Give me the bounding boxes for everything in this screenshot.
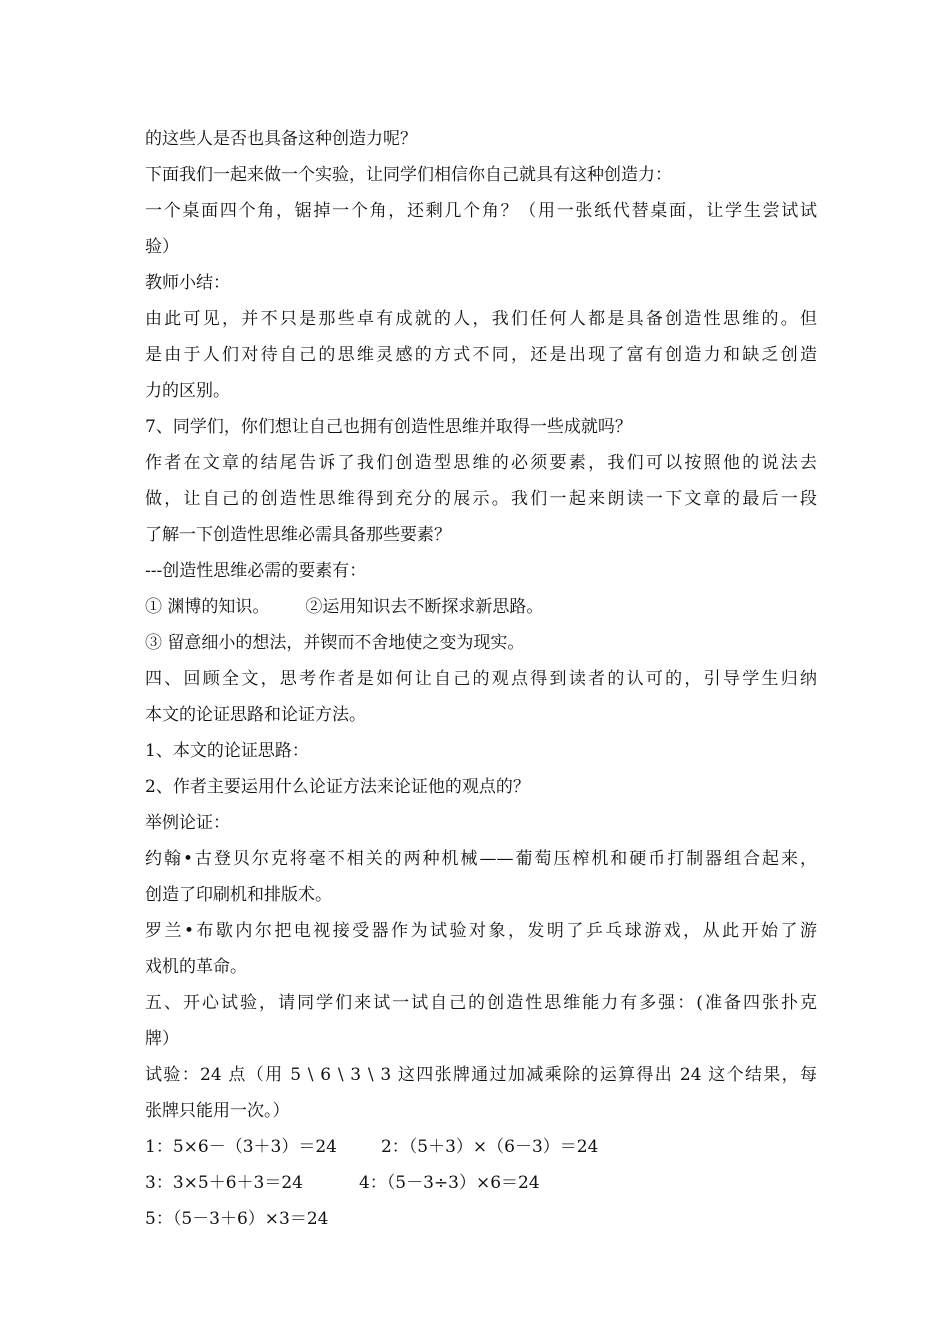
text-line: ---创造性思维必需的要素有： xyxy=(145,561,367,581)
text-line: 作者在文章的结尾告诉了我们创造型思维的必须要素，我们可以按照他的说法去 xyxy=(145,453,817,473)
text-line: 张牌只能用一次。） xyxy=(145,1101,290,1121)
numbered-question: 7、同学们，你们想让自己也拥有创造性思维并取得一些成就吗？ xyxy=(145,417,632,437)
solution-item: 3：3×5＋6＋3＝24 xyxy=(145,1173,303,1193)
element-item: ① 渊博的知识。 xyxy=(145,597,270,617)
section-label: 举例论证： xyxy=(145,813,230,833)
text-line: 创造了印刷机和排版术。 xyxy=(145,885,332,905)
numbered-question: 2、作者主要运用什么论证方法来论证他的观点的？ xyxy=(145,777,530,797)
section-label: 教师小结： xyxy=(145,273,230,293)
text-line: 本文的论证思路和论证方法。 xyxy=(145,705,366,725)
text-line: 牌） xyxy=(145,1029,179,1049)
text-line: 下面我们一起来做一个实验，让同学们相信你自己就具有这种创造力： xyxy=(145,165,672,185)
text-line: 一个桌面四个角，锯掉一个角，还剩几个角？（用一张纸代替桌面，让学生尝试试 xyxy=(145,201,817,221)
text-line: 验） xyxy=(145,237,179,257)
element-list-row xyxy=(145,589,817,625)
solution-item: 2：（5＋3）×（6－3）＝24 xyxy=(380,1137,599,1157)
text-line: 力的区别。 xyxy=(145,381,230,401)
text-line: 的这些人是否也具备这种创造力呢？ xyxy=(145,129,417,149)
text-line: 是由于人们对待自己的思维灵感的方式不同，还是出现了富有创造力和缺乏创造 xyxy=(145,345,817,365)
element-item: ②运用知识去不断探求新思路。 xyxy=(305,597,544,617)
solution-item: 5：（5－3＋6）×3＝24 xyxy=(145,1209,329,1229)
section-heading: 四、回顾全文，思考作者是如何让自己的观点得到读者的认可的，引导学生归纳 xyxy=(145,669,817,689)
numbered-question: 1、本文的论证思路： xyxy=(145,741,309,761)
text-line: 戏机的革命。 xyxy=(145,957,247,977)
section-heading: 五、开心试验，请同学们来试一试自己的创造性思维能力有多强：(准备四张扑克 xyxy=(145,993,817,1013)
solution-item: 1：5×6－（3＋3）＝24 xyxy=(145,1137,337,1157)
document-body xyxy=(145,121,817,1237)
text-line: 做，让自己的创造性思维得到充分的展示。我们一起来朗读一下文章的最后一段 xyxy=(145,489,817,509)
solution-row xyxy=(145,1129,817,1165)
text-line: 罗兰•布歇内尔把电视接受器作为试验对象，发明了乒乓球游戏，从此开始了游 xyxy=(145,921,817,941)
element-item: ③ 留意细小的想法，并锲而不舍地使之变为现实。 xyxy=(145,633,525,653)
solution-item: 4：（5－3÷3）×6＝24 xyxy=(358,1173,540,1193)
text-line: 约翰•古登贝尔克将毫不相关的两种机械——葡萄压榨机和硬币打制器组合起来， xyxy=(145,849,817,869)
solution-row xyxy=(145,1165,817,1201)
text-line: 了解一下创造性思维必需具备那些要素？ xyxy=(145,525,451,545)
text-line: 试验：24 点（用 5 \ 6 \ 3 \ 3 这四张牌通过加减乘除的运算得出 24 这个结果，每 xyxy=(145,1065,817,1085)
text-line: 由此可见，并不只是那些卓有成就的人，我们任何人都是具备创造性思维的。但 xyxy=(145,309,817,329)
